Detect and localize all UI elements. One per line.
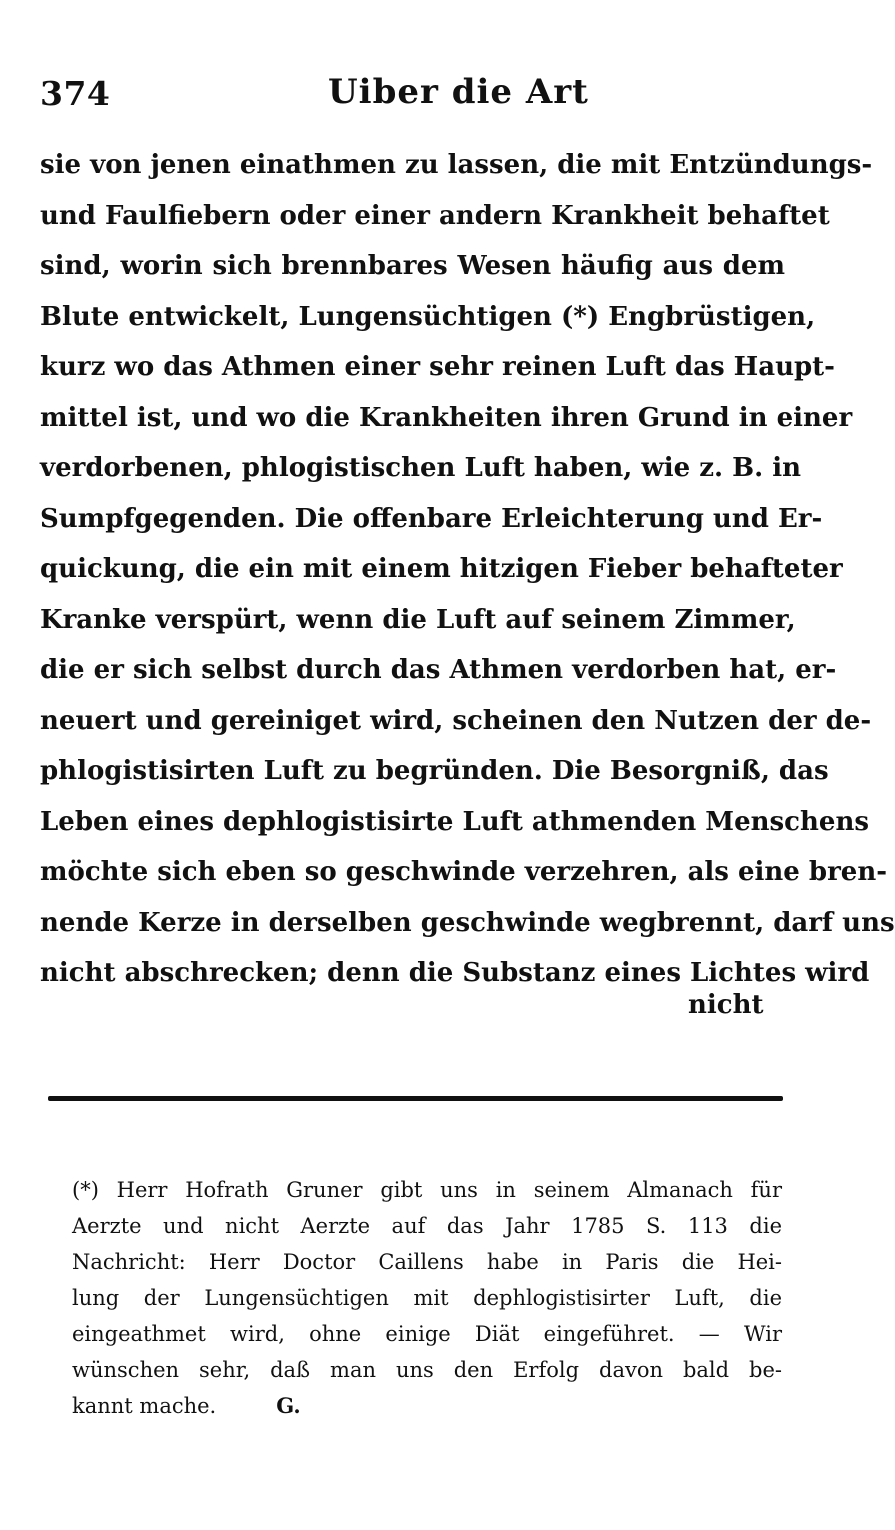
- catchword: nicht: [688, 990, 764, 1020]
- footnote-last-line: [72, 1388, 782, 1424]
- text-line: sie von jenen einathmen zu lassen, die mit Entzündungs-: [40, 150, 873, 180]
- footnote-line: kannt mache.: [72, 1394, 217, 1418]
- text-line: möchte sich eben so geschwinde verzehren, als eine bren-: [40, 857, 888, 887]
- text-line: neuert und gereiniget wird, scheinen den Nutzen der de-: [40, 705, 872, 736]
- footnote-signature: G.: [276, 1393, 301, 1418]
- footnote-line: (*) Herr Hofrath Gruner gibt uns in seinem Almanach für: [72, 1178, 782, 1202]
- text-line: die er sich selbst durch das Athmen verdorben hat, er-: [40, 655, 837, 685]
- text-line: phlogistisirten Luft zu begründen. Die Besorgniß, das: [40, 756, 829, 786]
- text-line: kurz wo das Athmen einer sehr reinen Luft das Haupt-: [40, 352, 835, 382]
- text-line: verdorbenen, phlogistischen Luft haben, wie z. B. in: [40, 453, 801, 483]
- text-line: nende Kerze in derselben geschwinde wegbrennt, darf uns: [40, 907, 895, 938]
- text-line: Sumpfgegenden. Die offenbare Erleichterung und Er-: [40, 503, 823, 534]
- footnote: [72, 1172, 782, 1424]
- main-text: [40, 140, 895, 999]
- text-line: mittel ist, und wo die Krankheiten ihren Grund in einer: [40, 402, 853, 433]
- text-line: nicht abschrecken; denn die Substanz eines Lichtes wird: [40, 958, 870, 988]
- text-line: Leben eines dephlogistisirte Luft athmenden Menschens: [40, 806, 869, 837]
- text-line: und Faulfiebern oder einer andern Krankheit behaftet: [40, 200, 830, 231]
- footnote-line: wünschen sehr, daß man uns den Erfolg davon bald be-: [72, 1358, 782, 1382]
- text-line: sind, worin sich brennbares Wesen häufig aus dem: [40, 251, 785, 281]
- page-number: 374: [40, 74, 111, 113]
- page-header: [40, 68, 785, 118]
- footnote-line: eingeathmet wird, ohne einige Diät eingeführet. — Wir: [72, 1322, 782, 1346]
- footnote-line: Aerzte und nicht Aerzte auf das Jahr 1785 S. 113 die: [72, 1214, 782, 1238]
- text-line: Kranke verspürt, wenn die Luft auf seinem Zimmer,: [40, 604, 796, 635]
- footnote-line: lung der Lungensüchtigen mit dephlogistisirter Luft, die: [72, 1286, 782, 1310]
- text-line: quickung, die ein mit einem hitzigen Fieber behafteter: [40, 554, 843, 584]
- footnote-line: Nachricht: Herr Doctor Caillens habe in Paris die Hei-: [72, 1250, 782, 1274]
- footnote-divider: [48, 1096, 783, 1101]
- text-line: Blute entwickelt, Lungensüchtigen (*) Engbrüstigen,: [40, 301, 816, 332]
- running-title: Uiber die Art: [328, 72, 589, 112]
